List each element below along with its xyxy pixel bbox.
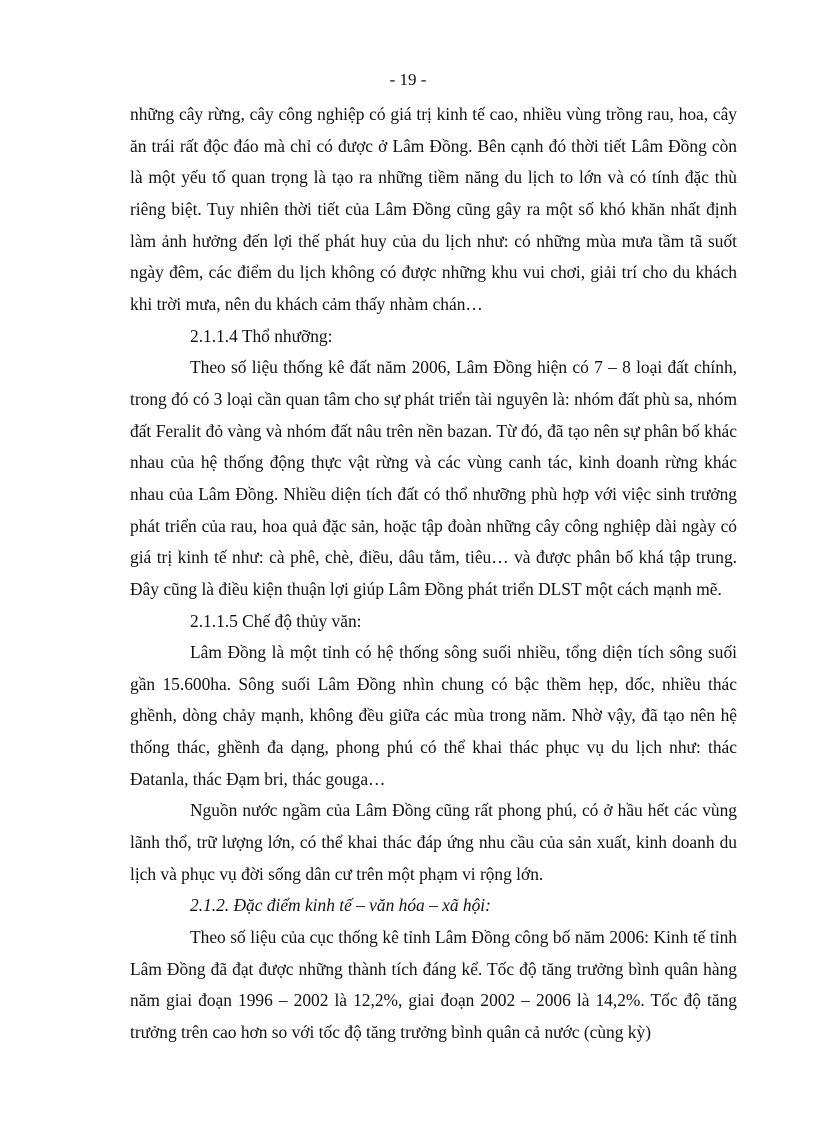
paragraph-rivers: Lâm Đồng là một tỉnh có hệ thống sông suối nhiều, tổng diện tích sông suối gần 15.600ha. Sông suối Lâm Đồng nhìn chung có bậc thềm hẹp, dốc, nhiều thác ghềnh, dòng chảy mạnh, không đều giữa các mùa trong năm. Nhờ vậy, đã tạo nên hệ thống thác, ghềnh đa dạng, phong phú có thể khai thác phục vụ du lịch như: thác Đatanla, thác Đạm bri, thác gouga… (130, 642, 737, 789)
heading-soil: 2.1.1.4 Thổ nhưỡng: (190, 325, 333, 346)
paragraph-soil: Theo số liệu thống kê đất năm 2006, Lâm Đồng hiện có 7 – 8 loại đất chính, trong đó có 3 loại cần quan tâm cho sự phát triển tài nguyên là: nhóm đất phù sa, nhóm đất Feralit đỏ vàng và nhóm đất nâu trên nền bazan. Từ đó, đã tạo nên sự phân bố khác nhau của hệ thống động thực vật rừng và các vùng canh tác, kinh doanh rừng khác nhau của Lâm Đồng. Nhiều diện tích đất có thổ nhưỡng phù hợp với việc sinh trưởng phát triển của rau, hoa quả đặc sản, hoặc tập đoàn những cây công nghiệp dài ngày có giá trị kinh tế như: cà phê, chè, điều, dâu tằm, tiêu… và được phân bố khá tập trung. Đây cũng là điều kiện thuận lợi giúp Lâm Đồng phát triển DLST một cách mạnh mẽ. (130, 357, 737, 599)
paragraph-economy: Theo số liệu của cục thống kê tỉnh Lâm Đồng công bố năm 2006: Kinh tế tỉnh Lâm Đồng đã đạt được những thành tích đáng kể. Tốc độ tăng trưởng bình quân hàng năm giai đoạn 1996 – 2002 là 12,2%, giai đoạn 2002 – 2006 là 14,2%. Tốc độ tăng trưởng trên cao hơn so với tốc độ tăng trưởng bình quân cả nước (cùng kỳ) (130, 927, 737, 1043)
paragraph-climate-continued: những cây rừng, cây công nghiệp có giá trị kinh tế cao, nhiều vùng trồng rau, hoa, cây ăn trái rất độc đáo mà chỉ có được ở Lâm Đồng. Bên cạnh đó thời tiết Lâm Đồng còn là một yếu tố quan trọng là tạo ra những tiềm năng du lịch to lớn và có tính đặc thù riêng biệt. Tuy nhiên thời tiết của Lâm Đồng cũng gây ra một số khó khăn nhất định làm ảnh hưởng đến lợi thế phát huy của du lịch như: có những mùa mưa tầm tã suốt ngày đêm, các điểm du lịch không có được những khu vui chơi, giải trí cho du khách khi trời mưa, nên du khách cảm thấy nhàm chán… (130, 104, 737, 314)
heading-socioeconomic: 2.1.2. Đặc điểm kinh tế – văn hóa – xã hội: (190, 895, 491, 916)
body-text (130, 99, 737, 1049)
heading-hydrology: 2.1.1.5 Chế độ thủy văn: (190, 610, 362, 631)
page-number: - 19 - (389, 70, 427, 89)
paragraph-groundwater: Nguồn nước ngầm của Lâm Đồng cũng rất phong phú, có ở hầu hết các vùng lãnh thổ, trữ lượng lớn, có thể khai thác đáp ứng nhu cầu của sản xuất, kinh doanh du lịch và phục vụ đời sống dân cư trên một phạm vi rộng lớn. (130, 800, 737, 884)
